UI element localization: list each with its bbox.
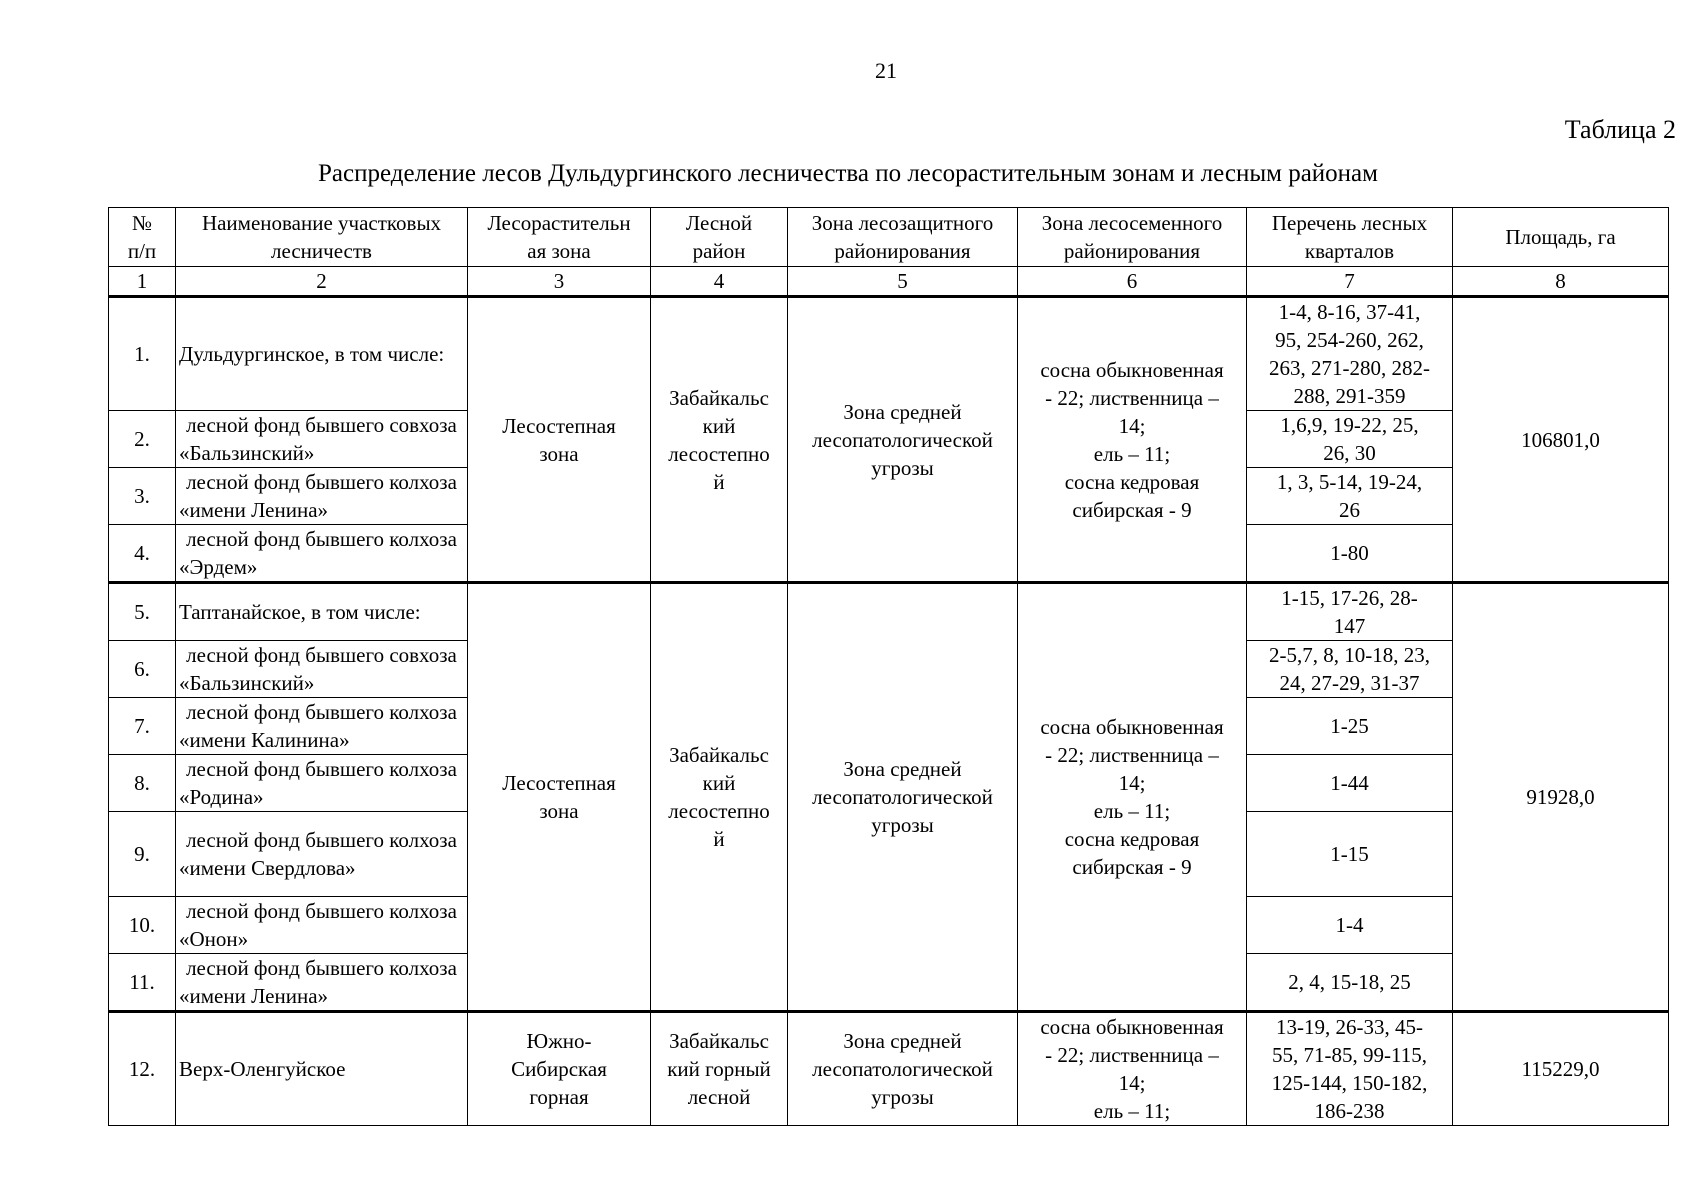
quarter-list: 2, 4, 15-18, 25	[1247, 954, 1453, 1012]
quarter-list: 1-4, 8-16, 37-41, 95, 254-260, 262, 263, 271-280, 282- 288, 291-359	[1247, 297, 1453, 411]
page-number: 21	[875, 58, 897, 83]
forest-distribution-table	[108, 207, 1669, 1126]
row-number: 8.	[109, 755, 176, 812]
vegetation-zone: Лесостепная зона	[468, 583, 651, 1012]
row-number: 6.	[109, 641, 176, 698]
header-row	[109, 208, 1669, 267]
row-number: 11.	[109, 954, 176, 1012]
column-number: 3	[468, 267, 651, 297]
document-title: Распределение лесов Дульдургинского лесничества по лесорастительным зонам и лесным районам	[318, 160, 1378, 187]
header-cell: Лесорастительн ая зона	[468, 208, 651, 267]
forest-district: Забайкальс кий горный лесной	[651, 1012, 788, 1126]
header-cell: Зона лесосеменного районирования	[1018, 208, 1247, 267]
forestry-name: лесной фонд бывшего совхоза «Бальзинский»	[176, 641, 468, 698]
protection-zone: Зона средней лесопатологической угрозы	[788, 297, 1018, 583]
forestry-name: Верх-Оленгуйское	[176, 1012, 468, 1126]
column-number: 1	[109, 267, 176, 297]
seed-zone: сосна обыкновенная - 22; лиственница – 14; ель – 11; сосна кедровая сибирская - 9	[1018, 297, 1247, 583]
row-number: 5.	[109, 583, 176, 641]
row-number: 10.	[109, 897, 176, 954]
header-cell: Наименование участковых лесничеств	[176, 208, 468, 267]
table-label: Таблица 2	[1564, 115, 1676, 144]
header-cell: Перечень лесных кварталов	[1247, 208, 1453, 267]
row-number: 12.	[109, 1012, 176, 1126]
forestry-name: лесной фонд бывшего колхоза «Эрдем»	[176, 525, 468, 583]
forestry-name: лесной фонд бывшего колхоза «имени Калинина»	[176, 698, 468, 755]
quarter-list: 1-25	[1247, 698, 1453, 755]
quarter-list: 1-15, 17-26, 28- 147	[1247, 583, 1453, 641]
forest-district: Забайкальс кий лесостепно й	[651, 583, 788, 1012]
protection-zone: Зона средней лесопатологической угрозы	[788, 583, 1018, 1012]
column-number: 7	[1247, 267, 1453, 297]
header-cell: Площадь, га	[1453, 208, 1669, 267]
forestry-name: лесной фонд бывшего колхоза «Родина»	[176, 755, 468, 812]
header-cell: Лесной район	[651, 208, 788, 267]
row-number: 3.	[109, 468, 176, 525]
quarter-list: 13-19, 26-33, 45- 55, 71-85, 99-115, 125-144, 150-182, 186-238	[1247, 1012, 1453, 1126]
table-row	[109, 297, 1669, 411]
column-number-row	[109, 267, 1669, 297]
quarter-list: 1-80	[1247, 525, 1453, 583]
seed-zone: сосна обыкновенная - 22; лиственница – 14; ель – 11;	[1018, 1012, 1247, 1126]
forestry-name: лесной фонд бывшего колхоза «имени Ленина»	[176, 468, 468, 525]
forestry-name: лесной фонд бывшего совхоза «Бальзинский»	[176, 411, 468, 468]
quarter-list: 1, 3, 5-14, 19-24, 26	[1247, 468, 1453, 525]
header-cell: № п/п	[109, 208, 176, 267]
row-number: 4.	[109, 525, 176, 583]
row-number: 2.	[109, 411, 176, 468]
vegetation-zone: Южно- Сибирская горная	[468, 1012, 651, 1126]
row-number: 1.	[109, 297, 176, 411]
vegetation-zone: Лесостепная зона	[468, 297, 651, 583]
forestry-name: лесной фонд бывшего колхоза «имени Свердлова»	[176, 812, 468, 897]
forestry-name: лесной фонд бывшего колхоза «Онон»	[176, 897, 468, 954]
table-row	[109, 583, 1669, 641]
quarter-list: 1-44	[1247, 755, 1453, 812]
quarter-list: 1-15	[1247, 812, 1453, 897]
seed-zone: сосна обыкновенная - 22; лиственница – 14; ель – 11; сосна кедровая сибирская - 9	[1018, 583, 1247, 1012]
table-row	[109, 1012, 1669, 1126]
forest-district: Забайкальс кий лесостепно й	[651, 297, 788, 583]
quarter-list: 2-5,7, 8, 10-18, 23, 24, 27-29, 31-37	[1247, 641, 1453, 698]
quarter-list: 1,6,9, 19-22, 25, 26, 30	[1247, 411, 1453, 468]
area-ha: 115229,0	[1453, 1012, 1669, 1126]
column-number: 5	[788, 267, 1018, 297]
area-ha: 91928,0	[1453, 583, 1669, 1012]
column-number: 4	[651, 267, 788, 297]
area-ha: 106801,0	[1453, 297, 1669, 583]
column-number: 8	[1453, 267, 1669, 297]
forestry-name: Дульдургинское, в том числе:	[176, 297, 468, 411]
header-cell: Зона лесозащитного районирования	[788, 208, 1018, 267]
quarter-list: 1-4	[1247, 897, 1453, 954]
forestry-name: лесной фонд бывшего колхоза «имени Ленина»	[176, 954, 468, 1012]
protection-zone: Зона средней лесопатологической угрозы	[788, 1012, 1018, 1126]
forestry-name: Таптанайское, в том числе:	[176, 583, 468, 641]
row-number: 9.	[109, 812, 176, 897]
column-number: 6	[1018, 267, 1247, 297]
column-number: 2	[176, 267, 468, 297]
row-number: 7.	[109, 698, 176, 755]
